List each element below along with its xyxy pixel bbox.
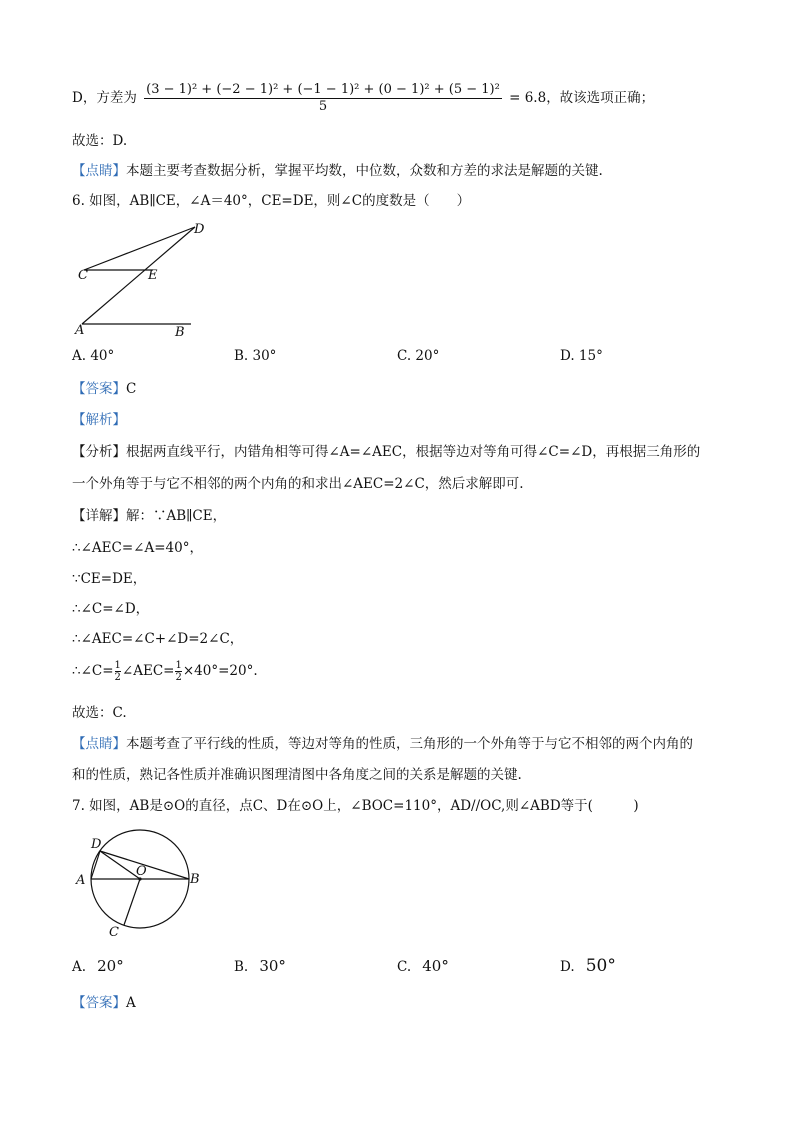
- q6-option-d: D. 15°: [560, 348, 603, 364]
- q6-step-3: ∴∠C=∠D，: [72, 601, 150, 617]
- q6-analysis-text1: 根据两直线平行，内错角相等可得∠A=∠AEC，根据等边对等角可得∠C=∠D，再根据三角形的: [126, 444, 701, 460]
- q6-detail-label: 【详解】: [72, 508, 126, 524]
- q6-stem: 6. 如图，AB∥CE，∠A＝40°，CE=DE，则∠C的度数是（ ）: [72, 193, 471, 209]
- q7-answer-value: A: [126, 995, 136, 1011]
- label-c: C: [78, 268, 88, 283]
- segment-oc: [124, 879, 140, 925]
- label-d: D: [194, 222, 205, 237]
- q6-answer: [72, 380, 136, 398]
- q5-comment-tag: 【点睛】: [72, 163, 126, 179]
- q6-option-b: B. 30°: [234, 348, 277, 364]
- variance-suffix: ，故该选项正确；: [546, 90, 655, 106]
- q7-option-d-value: 50°: [585, 956, 616, 976]
- q6-comment-line2: 和的性质，熟记各性质并准确识图理清图中各角度之间的关系是解题的关键.: [72, 767, 522, 783]
- q6-answer-tag: 【答案】: [72, 381, 126, 397]
- variance-prefix: D，方差为: [72, 90, 137, 106]
- q6-choice: 故选：C.: [72, 705, 127, 721]
- q7-option-b: [234, 956, 286, 975]
- q6-option-c: C. 20°: [397, 348, 440, 364]
- q5-choice: 故选：D.: [72, 133, 128, 149]
- q6-step-4: ∴∠AEC=∠C+∠D=2∠C，: [72, 631, 244, 647]
- q7-option-a: [72, 956, 124, 975]
- q6-answer-value: C: [126, 381, 137, 397]
- q7-figure: [72, 826, 212, 944]
- variance-numerator: (3 − 1)² + (−2 − 1)² + (−1 − 1)² + (0 − 1)² + (5 − 1)²: [146, 82, 500, 97]
- label-c: C: [109, 925, 119, 940]
- chord-ad: [91, 851, 100, 879]
- q7-option-d-letter: D.: [560, 959, 575, 975]
- variance-line: [72, 82, 654, 115]
- q5-comment-text: 本题主要考查数据分析，掌握平均数，中位数，众数和方差的求法是解题的关键.: [126, 163, 603, 179]
- q6-final-step: [72, 660, 258, 683]
- q6-final-prefix: ∴∠C=: [72, 663, 114, 679]
- line-cd: [84, 227, 195, 270]
- q7-option-c: [397, 956, 449, 975]
- q6-final-suffix: ×40°=20°.: [182, 663, 258, 679]
- q7-option-c-letter: C.: [397, 959, 412, 975]
- variance-fraction: [144, 82, 502, 115]
- q7-option-b-letter: B.: [234, 959, 249, 975]
- variance-result: = 6.8: [509, 90, 547, 106]
- q7-answer: [72, 994, 136, 1012]
- q6-analysis-tag: 【解析】: [72, 412, 126, 428]
- q7-option-c-value: 40°: [422, 957, 449, 975]
- label-a: A: [75, 323, 85, 338]
- q6-detail-first: 解：∵AB∥CE，: [126, 508, 227, 524]
- label-b: B: [175, 325, 185, 340]
- q6-detail-line: [72, 507, 226, 525]
- q7-stem: 7. 如图，AB是⊙O的直径，点C、D在⊙O上，∠BOC=110°，AD//OC,则∠ABD等于( ): [72, 798, 639, 814]
- q6-step-1: ∴∠AEC=∠A=40°，: [72, 540, 203, 556]
- q5-comment: [72, 162, 603, 180]
- line-ad: [82, 227, 195, 324]
- q7-option-b-value: 30°: [259, 957, 286, 975]
- q6-comment-tag: 【点睛】: [72, 736, 126, 752]
- label-a: A: [76, 873, 86, 888]
- q6-analysis-label: 【分析】: [72, 444, 126, 460]
- half-fraction-1: $\frac{1}{2}$: [114, 660, 121, 683]
- q7-answer-tag: 【答案】: [72, 995, 126, 1011]
- variance-denominator: 5: [318, 99, 328, 114]
- label-o: O: [136, 864, 147, 879]
- label-e: E: [148, 268, 158, 283]
- label-d: D: [91, 837, 102, 852]
- q7-option-a-letter: A.: [72, 959, 87, 975]
- q6-step-2: ∵CE=DE，: [72, 571, 147, 587]
- q7-option-d: [560, 956, 616, 976]
- segment-do: [100, 851, 140, 879]
- q6-comment-text1: 本题考查了平行线的性质，等边对等角的性质，三角形的一个外角等于与它不相邻的两个内角的: [126, 736, 693, 752]
- q7-option-a-value: 20°: [97, 957, 124, 975]
- q6-figure: [72, 216, 212, 344]
- q6-analysis-line1: [72, 443, 700, 461]
- q6-option-a: A. 40°: [72, 348, 115, 364]
- q6-analysis-line2: 一个外角等于与它不相邻的两个内角的和求出∠AEC=2∠C，然后求解即可.: [72, 476, 524, 492]
- q6-comment-line1: [72, 735, 693, 753]
- label-b: B: [190, 872, 200, 887]
- q6-final-mid: ∠AEC=: [121, 663, 175, 679]
- half-fraction-2: $\frac{1}{2}$: [175, 660, 182, 683]
